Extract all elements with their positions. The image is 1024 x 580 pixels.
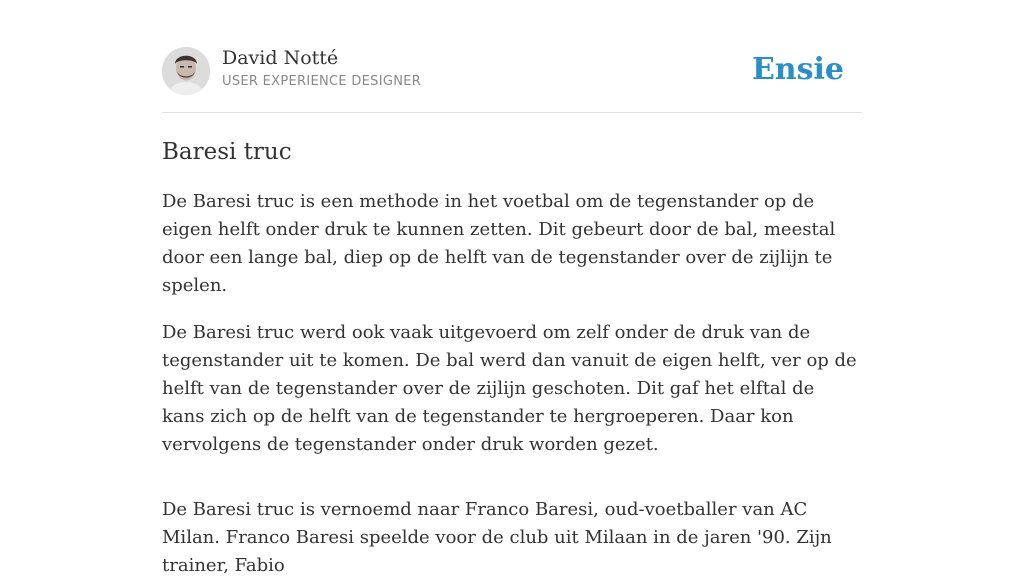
article-body xyxy=(162,188,862,580)
article-paragraph: De Baresi truc is vernoemd naar Franco Baresi, oud-voetballer van AC Milan. Franco Baresi speelde voor de club uit Milaan in de jaren '90. Zijn trainer, Fabio xyxy=(162,499,832,576)
article-header xyxy=(162,0,862,113)
article-paragraph: De Baresi truc is een methode in het voetbal om de tegenstander op de eigen helft onder druk te kunnen zetten. Dit gebeurt door de bal, meestal door een lange bal, diep op de helft van de tegenstander over de zijlijn te spelen. xyxy=(162,191,836,296)
author-name[interactable]: David Notté xyxy=(222,47,339,69)
article-paragraph: De Baresi truc werd ook vaak uitgevoerd om zelf onder de druk van de tegenstander uit te komen. De bal werd dan vanuit de eigen helft, ver op de helft van de tegenstander over de zijlijn geschoten. Dit gaf het elftal de kans zich op de helft van de tegenstander te hergroeperen. Daar kon vervolgens de tegenstander onder druk worden gezet. xyxy=(162,322,857,455)
ensie-logo[interactable]: Ensie xyxy=(751,52,844,87)
author-avatar[interactable] xyxy=(162,47,210,95)
article-page xyxy=(162,0,862,580)
person-avatar-icon xyxy=(162,47,210,95)
article-title: Baresi truc xyxy=(162,139,292,165)
author-role: USER EXPERIENCE DESIGNER xyxy=(222,74,422,89)
